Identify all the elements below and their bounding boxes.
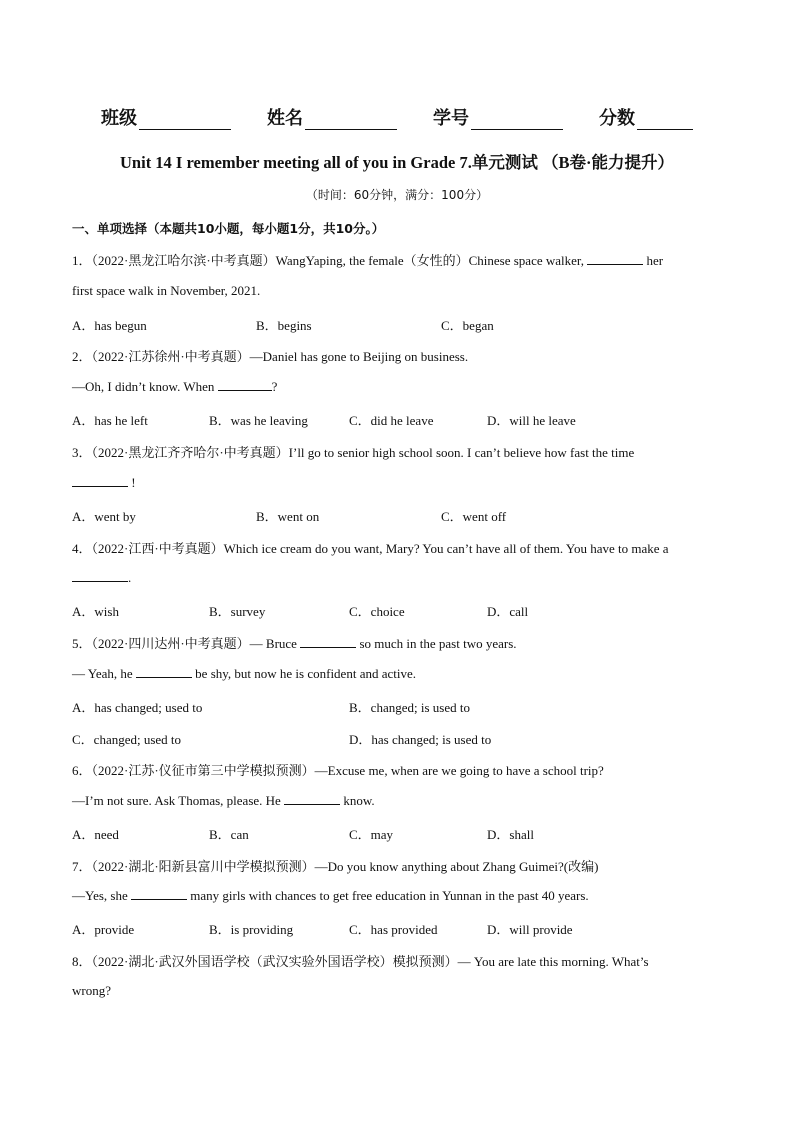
option-c[interactable]: C．began	[441, 318, 494, 333]
option-a[interactable]: A．provide	[72, 922, 135, 937]
option-a[interactable]: A．wish	[72, 604, 119, 619]
answer-blank[interactable]	[587, 252, 643, 265]
option-b[interactable]: B．changed; is used to	[349, 700, 470, 715]
question-8-line-2: wrong?	[72, 983, 111, 998]
option-c[interactable]: C．did he leave	[349, 413, 434, 428]
question-1-line-1: 1．（2022·黑龙江哈尔滨·中考真题）WangYaping, the female（女性的）Chinese space walker, her	[72, 253, 664, 268]
student-id-label: 学号	[433, 108, 469, 129]
option-a[interactable]: A．need	[72, 827, 119, 842]
answer-blank[interactable]	[136, 665, 192, 678]
option-d[interactable]: D．has changed; is used to	[349, 732, 492, 747]
question-2-line-2: —Oh, I didn’t know. When ?	[72, 379, 278, 394]
answer-blank[interactable]	[72, 569, 128, 582]
name-blank[interactable]	[305, 107, 397, 130]
question-2-line-1: 2．（2022·江苏徐州·中考真题）—Daniel has gone to Beijing on business.	[72, 349, 469, 364]
option-a[interactable]: A．has begun	[72, 318, 147, 333]
name-field[interactable]	[267, 104, 397, 130]
class-field[interactable]	[101, 104, 231, 130]
answer-blank[interactable]	[72, 474, 128, 487]
exam-info: （时间：60分钟，满分：100分）	[305, 188, 489, 202]
question-7-line-2: —Yes, she many girls with chances to get free education in Yunnan in the past 40 years.	[72, 888, 589, 903]
option-a[interactable]: A．has he left	[72, 413, 148, 428]
answer-blank[interactable]	[131, 887, 187, 900]
question-6-line-1: 6．（2022·江苏·仪征市第三中学模拟预测）—Excuse me, when are we going to have a school trip?	[72, 763, 604, 778]
option-c[interactable]: C．changed; used to	[72, 732, 182, 747]
option-b[interactable]: B．is providing	[209, 922, 294, 937]
score-blank[interactable]	[637, 107, 693, 130]
answer-blank[interactable]	[284, 792, 340, 805]
answer-blank[interactable]	[218, 378, 272, 391]
student-info-row	[0, 104, 794, 130]
class-label: 班级	[101, 108, 137, 129]
option-b[interactable]: B．went on	[256, 509, 320, 524]
question-4-line-2: .	[72, 569, 131, 586]
question-8-line-1: 8．（2022·湖北·武汉外国语学校（武汉实验外国语学校）模拟预测）— You are late this morning. What’s	[72, 954, 649, 969]
option-c[interactable]: C．may	[349, 827, 394, 842]
score-field[interactable]	[599, 104, 693, 130]
page-title: Unit 14 I remember meeting all of you in Grade 7.单元测试 （B卷·能力提升）	[120, 153, 674, 172]
option-d[interactable]: D．call	[487, 604, 529, 619]
option-d[interactable]: D．will provide	[487, 922, 573, 937]
option-b[interactable]: B．survey	[209, 604, 266, 619]
section-title: 一、单项选择（本题共10小题，每小题1分，共10分。）	[72, 221, 385, 236]
option-a[interactable]: A．has changed; used to	[72, 700, 203, 715]
class-blank[interactable]	[139, 107, 231, 130]
question-5-line-1: 5．（2022·四川达州·中考真题）— Bruce so much in the past two years.	[72, 636, 517, 651]
question-7-line-1: 7．（2022·湖北·阳新县富川中学模拟预测）—Do you know anything about Zhang Guimei?(改编)	[72, 859, 599, 874]
question-3-line-2: !	[72, 474, 136, 491]
question-4-line-1: 4．（2022·江西·中考真题）Which ice cream do you want, Mary? You can’t have all of them. You have to make a	[72, 541, 669, 556]
score-label: 分数	[599, 108, 635, 129]
option-b[interactable]: B．was he leaving	[209, 413, 308, 428]
question-1-line-2: first space walk in November, 2021.	[72, 283, 261, 298]
question-5-line-2: — Yeah, he be shy, but now he is confident and active.	[72, 666, 416, 681]
name-label: 姓名	[267, 108, 303, 129]
student-id-blank[interactable]	[471, 107, 563, 130]
option-c[interactable]: C．has provided	[349, 922, 438, 937]
answer-blank[interactable]	[300, 635, 356, 648]
question-3-line-1: 3．（2022·黑龙江齐齐哈尔·中考真题）I’ll go to senior high school soon. I can’t believe how fast the time	[72, 445, 635, 460]
option-c[interactable]: C．went off	[441, 509, 507, 524]
option-b[interactable]: B．begins	[256, 318, 312, 333]
option-d[interactable]: D．shall	[487, 827, 534, 842]
student-id-field[interactable]	[433, 104, 563, 130]
option-b[interactable]: B．can	[209, 827, 249, 842]
question-6-line-2: —I’m not sure. Ask Thomas, please. He know.	[72, 793, 375, 808]
option-d[interactable]: D．will he leave	[487, 413, 576, 428]
option-a[interactable]: A．went by	[72, 509, 136, 524]
option-c[interactable]: C．choice	[349, 604, 405, 619]
